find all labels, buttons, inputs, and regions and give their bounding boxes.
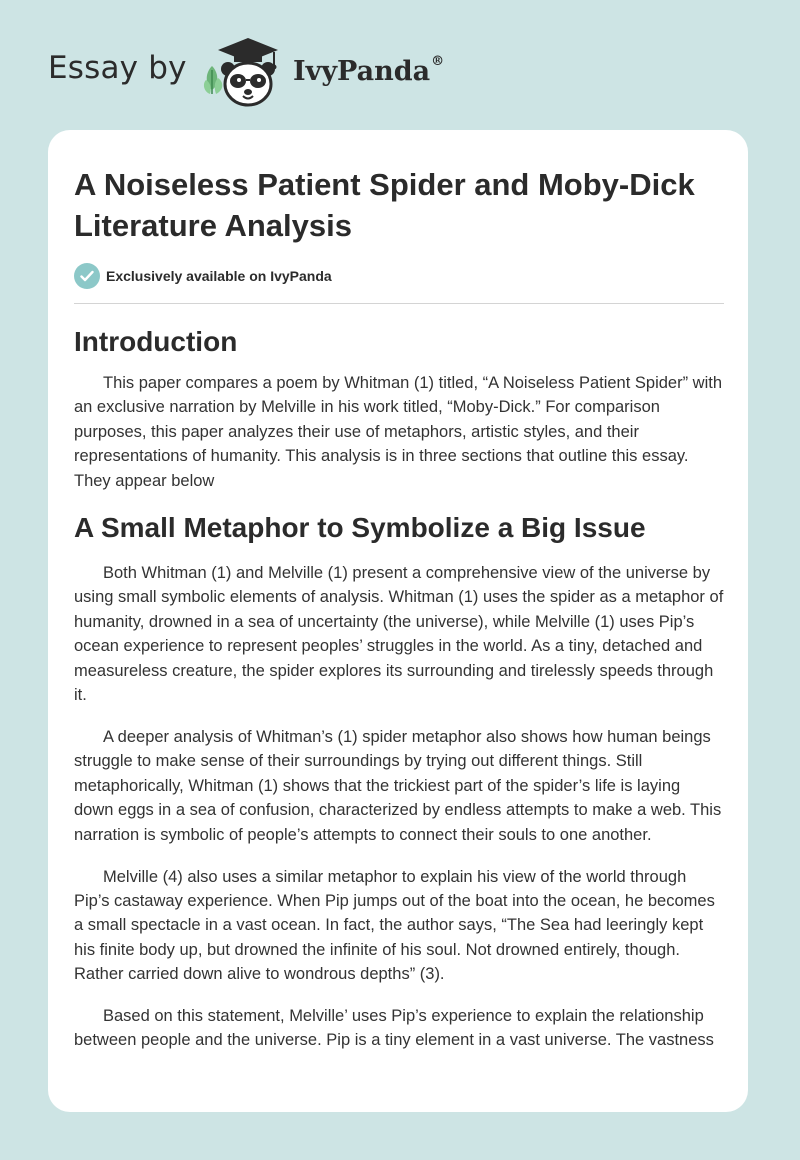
- paragraph: A deeper analysis of Whitman’s (1) spider metaphor also shows how human beings struggle to make sense of their surroundings by trying out different things. Still metaphorically, Whitman (1) shows that the trickiest part of the spider’s life is laying down eggs in a sea of confusion, characterized by endless attempts to make a web. This narration is symbolic of people’s attempts to connect their souls to one another.: [74, 727, 722, 844]
- exclusive-badge: [74, 263, 332, 289]
- essay-by-label: Essay by: [48, 50, 187, 86]
- paragraph: Based on this statement, Melville’ uses Pip’s experience to explain the relationship between people and the universe. Pip is a tiny element in a vast universe. The vastness: [74, 1007, 714, 1050]
- paragraph: Both Whitman (1) and Melville (1) present a comprehensive view of the universe by using small symbolic elements of analysis. Whitman (1) uses the spider as a metaphor of humanity, drowned in a sea of uncertainty (the universe), while Melville (1) uses Pip’s ocean experience to represent peoples’ struggles in the world. As a tiny, detached and measureless creature, the spider explores its surrounding and tirelessly speeds through it.: [74, 564, 724, 705]
- site-header: [0, 0, 800, 120]
- brand-name[interactable]: [293, 56, 444, 87]
- paragraph: Melville (4) also uses a similar metaphor to explain his view of the world through Pip’s castaway experience. When Pip jumps out of the boat into the ocean, he becomes a small spectacle in a vast ocean. In fact, the author says, “The Sea had leeringly kept his finite body up, but drowned the infinite of his soul. Not drowned entirely, though. Rather carried down alive to wondrous depths” (3).: [74, 867, 715, 984]
- brand-text: IvyPanda: [293, 56, 431, 87]
- section-heading-small-metaphor: A Small Metaphor to Symbolize a Big Issue: [74, 512, 646, 544]
- panda-logo-icon[interactable]: [200, 36, 292, 108]
- exclusive-label: Exclusively available on IvyPanda: [106, 268, 332, 284]
- registered-mark: ®: [431, 54, 445, 69]
- essay-content: [74, 322, 724, 1053]
- essay-title: A Noiseless Patient Spider and Moby-Dick Literature Analysis: [74, 167, 695, 243]
- section-heading-introduction: Introduction: [74, 326, 238, 357]
- title-divider: [74, 303, 724, 304]
- paragraph: This paper compares a poem by Whitman (1) titled, “A Noiseless Patient Spider” with an exclusive narration by Melville in his work titled, “Moby-Dick.” For comparison purposes, this paper analyzes their use of metaphors, artistic styles, and their representations of humanity. This analysis is in three sections that outline this essay. They appear below: [74, 374, 723, 490]
- essay-card: [48, 130, 748, 1112]
- checkmark-icon: [74, 263, 100, 289]
